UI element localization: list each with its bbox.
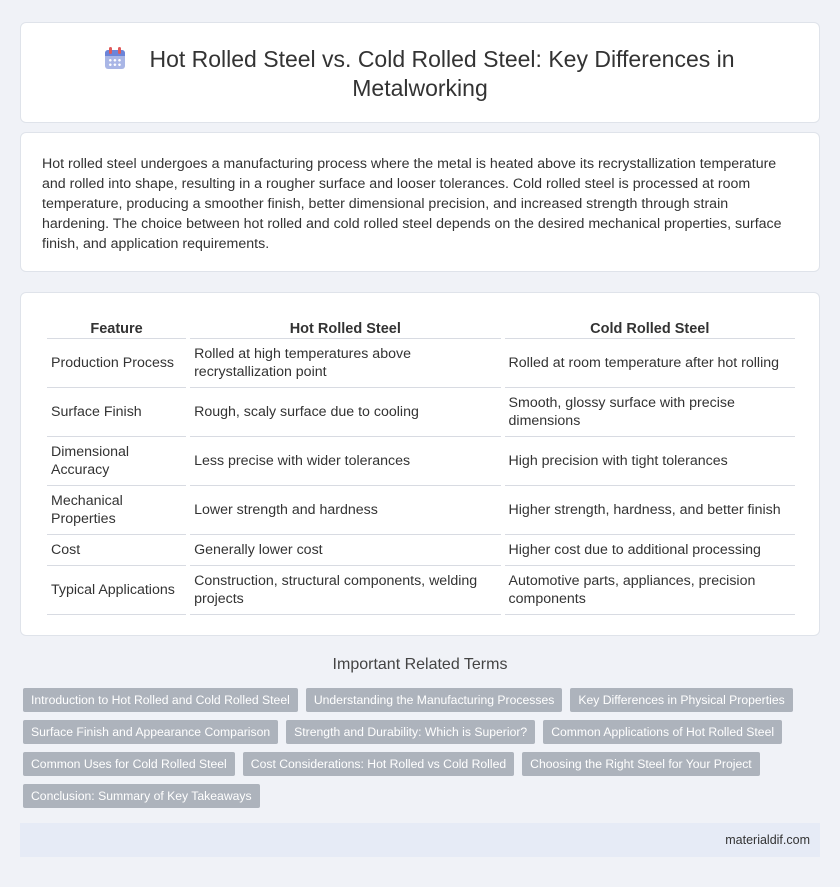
footer	[20, 823, 820, 857]
header-card	[20, 22, 820, 123]
intro-paragraph: Hot rolled steel undergoes a manufacturing process where the metal is heated above its recrystallization temperature and rolled into shape, resulting in a rougher surface and looser tolerances. Cold rolled steel is processed at room temperature, producing a smoother finish, better dimensional precision, and increased strength through strain hardening. The choice between hot rolled and cold rolled steel depends on the desired mechanical properties, surface finish, and application requirements.	[42, 156, 782, 252]
table-row	[47, 339, 795, 388]
page-title: Hot Rolled Steel vs. Cold Rolled Steel: Key Differences in Metalworking	[149, 46, 735, 101]
table-cell: High precision with tight tolerances	[505, 437, 795, 486]
intro-card	[20, 132, 820, 272]
related-term-tag[interactable]: Common Applications of Hot Rolled Steel	[543, 720, 782, 744]
table-cell: Typical Applications	[47, 566, 186, 615]
comparison-table-card	[20, 292, 820, 636]
table-row	[47, 388, 795, 437]
table-cell: Mechanical Properties	[47, 486, 186, 535]
related-term-tag[interactable]: Key Differences in Physical Properties	[570, 688, 792, 712]
page-title-wrap	[21, 45, 819, 103]
related-term-tag[interactable]: Conclusion: Summary of Key Takeaways	[23, 784, 260, 808]
table-cell: Cost	[47, 535, 186, 566]
table-header-row	[47, 315, 795, 339]
header-cold-rolled: Cold Rolled Steel	[505, 315, 795, 339]
table-cell: Generally lower cost	[190, 535, 500, 566]
header-hot-rolled: Hot Rolled Steel	[190, 315, 500, 339]
table-row	[47, 535, 795, 566]
table-cell: Higher cost due to additional processing	[505, 535, 795, 566]
table-cell: Rolled at room temperature after hot rolling	[505, 339, 795, 388]
related-term-tag[interactable]: Choosing the Right Steel for Your Project	[522, 752, 760, 776]
related-term-tag[interactable]: Common Uses for Cold Rolled Steel	[23, 752, 235, 776]
comparison-table	[43, 315, 799, 615]
footer-site-link[interactable]: materialdif.com	[725, 833, 810, 847]
table-cell: Production Process	[47, 339, 186, 388]
related-term-tag[interactable]: Introduction to Hot Rolled and Cold Rolled Steel	[23, 688, 298, 712]
table-row	[47, 437, 795, 486]
table-cell: Rough, scaly surface due to cooling	[190, 388, 500, 437]
table-cell: Higher strength, hardness, and better finish	[505, 486, 795, 535]
table-cell: Surface Finish	[47, 388, 186, 437]
table-cell: Dimensional Accuracy	[47, 437, 186, 486]
table-row	[47, 566, 795, 615]
related-terms-heading: Important Related Terms	[332, 656, 508, 673]
table-cell: Smooth, glossy surface with precise dimensions	[505, 388, 795, 437]
related-term-tag[interactable]: Understanding the Manufacturing Processes	[306, 688, 563, 712]
header-feature: Feature	[47, 315, 186, 339]
calendar-icon	[105, 47, 125, 69]
table-cell: Less precise with wider tolerances	[190, 437, 500, 486]
table-cell: Construction, structural components, welding projects	[190, 566, 500, 615]
table-cell: Lower strength and hardness	[190, 486, 500, 535]
related-term-tag[interactable]: Strength and Durability: Which is Superior?	[286, 720, 535, 744]
table-row	[47, 486, 795, 535]
table-cell: Rolled at high temperatures above recrystallization point	[190, 339, 500, 388]
table-cell: Automotive parts, appliances, precision components	[505, 566, 795, 615]
related-term-tag[interactable]: Surface Finish and Appearance Comparison	[23, 720, 278, 744]
related-term-tag[interactable]: Cost Considerations: Hot Rolled vs Cold Rolled	[243, 752, 514, 776]
related-terms-list	[20, 688, 820, 808]
